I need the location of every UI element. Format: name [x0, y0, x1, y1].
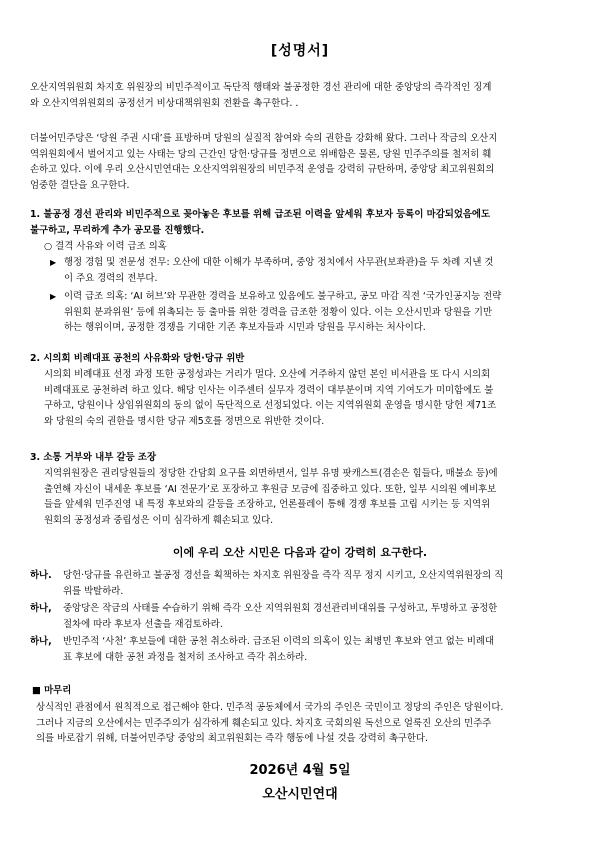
section3-line: 출연해 자신이 내세운 후보를 ‘AI 전문가’로 포장하고 후원금 모금에 집중하고 있다. 또한, 일부 시의원 예비후보	[44, 483, 497, 495]
bullet-line: 위원회 분과위원’ 등에 위촉되는 등 출마를 위한 경력을 급조한 정황이 있다. 이는 오산시민과 당원을 기만	[64, 306, 493, 318]
conclusion-heading: ■ 마무리	[32, 685, 72, 696]
section3-line: 들을 앞세워 민주진영 내 특정 후보와의 갈등을 조장하고, 언론플레이 통해 경쟁 후보를 고립 시키는 등 지역위	[44, 499, 491, 510]
arrow-bullet-icon: ▶	[50, 258, 57, 267]
section1-heading-line: 불구하고, 무리하게 추가 공모를 진행했다.	[30, 224, 205, 236]
bullet-line: 이력 급조 의혹: ‘AI 허브’와 무관한 경력을 보유하고 있음에도 불구하고, 공모 마감 직전 ‘국가인공지능 전략	[64, 291, 502, 302]
section3-heading: 3. 소통 거부와 내부 갈등 조장	[30, 452, 157, 463]
section2-line: 시의회 비례대표 선정 과정 또한 공정성과는 거리가 멀다. 오산에 거주하지 않던 본인 비서관을 또 다시 시의회	[44, 369, 491, 380]
conclusion-line: 그러나 지금의 오산에서는 민주주의가 심각하게 훼손되고 있다. 차지호 국회의원 독선으로 얼룩진 오산의 민주주	[36, 717, 492, 729]
background-line: 손하고 있다. 이에 우리 오산시민연대는 오산지역위원장의 비민주적 운영을 강력히 규탄하며, 중앙당 최고위원회의	[30, 164, 495, 175]
section1-heading	[30, 207, 576, 238]
conclusion-body	[36, 700, 576, 747]
section2-body	[44, 367, 574, 429]
section2-heading: 2. 시의회 비례대표 공천의 사유화와 당헌·당규 위반	[30, 353, 245, 364]
demand-line: 표 후보에 대한 공천 과정을 철저히 조사하고 즉각 취소하라.	[63, 651, 308, 663]
section1-subheading: ○ 결격 사유와 이력 급조 의혹	[44, 241, 167, 252]
demand-label: 하나,	[30, 603, 52, 614]
demand-line: 중앙당은 작금의 사태를 수습하기 위해 즉각 오산 지역위원회 경선관리비대위를 구성하고, 투명하고 공정한	[63, 603, 498, 614]
demand-line: 위를 박탈하라.	[63, 585, 124, 597]
intro-paragraph	[30, 80, 576, 111]
background-paragraph	[30, 131, 576, 193]
document-title: [성명서]	[270, 43, 330, 59]
section2-line: 와 당원의 숙의 권한을 명시한 당규 제5호를 정면으로 위반한 것이다.	[44, 415, 325, 427]
arrow-bullet-icon: ▶	[50, 292, 57, 301]
intro-line: 와 오산지역위원회의 공정선거 비상대책위원회 전환을 촉구한다. .	[30, 97, 299, 109]
section1-heading-line: 1. 불공정 경선 관리와 비민주적으로 꽂아놓은 후보를 위해 급조된 이력을 앞세워 후보자 등록이 마감되었음에도	[30, 209, 491, 220]
bullet-line: 하는 행위이며, 공정한 경쟁을 기대한 기존 후보자들과 시민과 당원을 무시하는 처사이다.	[64, 322, 426, 333]
section3-line: 원회의 공정성과 중립성은 이미 심각하게 훼손되고 있다.	[44, 514, 274, 526]
conclusion-line: 의를 바로잡기 위해, 더불어민주당 중앙의 최고위원회는 즉각 행동에 나설 것을 강력히 촉구한다.	[36, 733, 428, 744]
background-line: 엄중한 결단을 요구한다.	[30, 179, 130, 191]
conclusion-line: 상식적인 관점에서 원칙적으로 접근해야 한다. 민주적 공동체에서 국가의 주인은 국민이고 정당의 주인은 당원이다.	[36, 702, 504, 713]
statement-date: 2026년 4월 5일	[249, 763, 351, 778]
section2-line: 비례대표로 공천하려 하고 있다. 해당 인사는 이주센터 실무자 경력이 대부분이며 지역 기여도가 미미함에도 불	[44, 384, 494, 396]
section2-line: 구하고, 당원이나 상임위원회의 동의 없이 독단적으로 선정되었다. 이는 지역위원회 운영을 명시한 당헌 제71조	[44, 400, 497, 411]
demand-line: 반민주적 ‘사천’ 후보들에 대한 공천 취소하라. 급조된 이력의 의혹이 있는 최병민 후보와 연고 없는 비례대	[63, 636, 495, 647]
demand-label: 하나.	[30, 570, 52, 581]
bullet-line: 행정 경험 및 전문성 전무: 오산에 대한 이해가 부족하며, 중앙 정치에서 사무관(보좌관)을 두 차례 지낸 것	[64, 257, 494, 268]
background-line: 역위원회에서 벌어지고 있는 사태는 당의 근간인 당헌·당규를 정면으로 위배함은 물론, 당원 민주주의를 철저히 훼	[30, 148, 492, 160]
section3-body	[44, 466, 574, 528]
bullet-line: 이 주요 경력의 전부다.	[64, 272, 158, 284]
demand-line: 당헌·당규를 유린하고 불공정 경선을 획책하는 차지호 위원장을 즉각 직무 정지 시키고, 오산지역위원장의 직	[63, 570, 504, 581]
demand-heading: 이에 우리 오산 시민은 다음과 같이 강력히 요구한다.	[172, 546, 428, 559]
section3-line: 지역위원장은 권리당원들의 정당한 간담회 요구를 외면하면서, 일부 유명 팟캐스트(겸손은 힘들다, 매불쇼 등)에	[44, 468, 498, 479]
background-line: 더불어민주당은 ‘당원 주권 시대’를 표방하며 당원의 실질적 참여와 숙의 권한을 강화해 왔다. 그러나 작금의 오산지	[30, 133, 498, 144]
intro-line: 오산지역위원회 차지호 위원장의 비민주적이고 독단적 행태와 불공정한 경선 관리에 대한 중앙당의 즉각적인 징계	[30, 82, 492, 93]
organization-name: 오산시민연대	[262, 787, 338, 802]
demand-line: 절차에 따라 후보자 선출을 재검토하라.	[63, 618, 223, 630]
demand-label: 하나,	[30, 636, 52, 647]
